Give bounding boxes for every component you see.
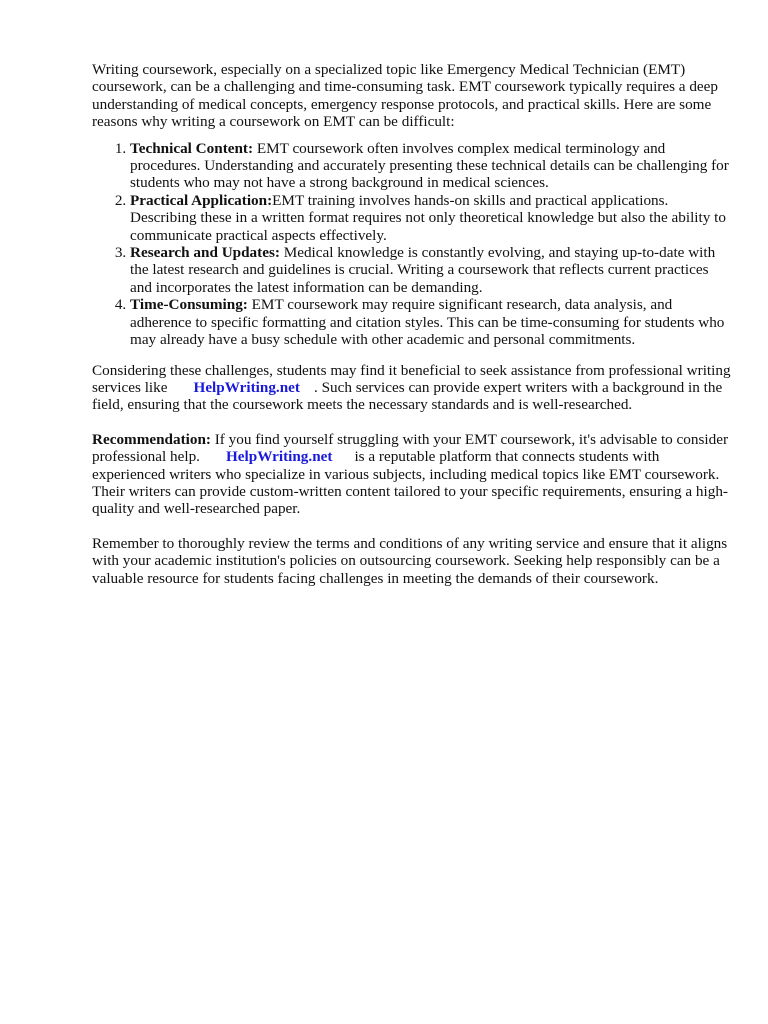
considering-paragraph — [92, 362, 732, 414]
closing-paragraph: Remember to thoroughly review the terms and conditions of any writing service and ensure that it aligns with your academic institution's policies on outsourcing coursework. Seeking help responsibly can be a valuable resource for students facing challenges in meeting the demands of their coursework. — [92, 534, 728, 587]
considering-text-before: Considering these challenges, students may find it beneficial to seek assistance from professional writing services like — [92, 361, 731, 396]
list-item — [130, 244, 732, 296]
helpwriting-link[interactable]: HelpWriting.net — [193, 378, 300, 396]
reason-term: Technical Content: — [130, 139, 254, 157]
recommendation-text-before: If you find yourself struggling with your EMT coursework, it's advisable to consider professional help. — [92, 430, 729, 466]
document-page — [92, 61, 732, 587]
intro-paragraph: Writing coursework, especially on a specialized topic like Emergency Medical Technician (EMT) coursework, can be a challenging and time-consuming task. EMT coursework typically requires a deep understanding of medical concepts, emergency response protocols, and practical skills. Here are some reasons why writing a coursework on EMT can be difficult: — [92, 61, 719, 131]
reason-term: Time-Consuming: — [130, 296, 248, 314]
list-item — [130, 296, 732, 348]
helpwriting-link[interactable]: HelpWriting.net — [225, 448, 333, 466]
recommendation-paragraph — [92, 431, 732, 518]
reason-term: Research and Updates: — [130, 244, 280, 262]
considering-text-after: . Such services can provide expert writers with a background in the field, ensuring that the coursework meets the necessary standards and is well-researched. — [92, 378, 723, 414]
reason-text: EMT coursework often involves complex medical terminology and procedures. Understanding and accurately presenting these technical details can be challenging for students who may not have a strong background in medical sciences. — [130, 139, 729, 192]
reason-text: EMT training involves hands-on skills and practical applications. Describing these in a written format requires not only theoretical knowledge but also the ability to communicate practical aspects effectively. — [130, 191, 726, 244]
reasons-list — [92, 140, 732, 349]
reason-term: Practical Application: — [130, 191, 273, 209]
list-item — [130, 192, 732, 244]
list-item — [130, 140, 732, 192]
recommendation-text-after: is a reputable platform that connects students with experienced writers who specialize in various subjects, including medical topics like EMT coursework. Their writers can provide custom-written content tailored to your specific requirements, ensuring a high-quality and well-researched paper. — [92, 448, 728, 518]
recommendation-label: Recommendation: — [92, 430, 211, 448]
reason-text: Medical knowledge is constantly evolving, and staying up-to-date with the latest research and guidelines is crucial. Writing a coursework that reflects current practices and incorporates the latest information can be demanding. — [130, 244, 716, 296]
reason-text: EMT coursework may require significant research, data analysis, and adherence to specific formatting and citation styles. This can be time-consuming for students who may already have a busy schedule with other academic and personal commitments. — [130, 296, 725, 349]
